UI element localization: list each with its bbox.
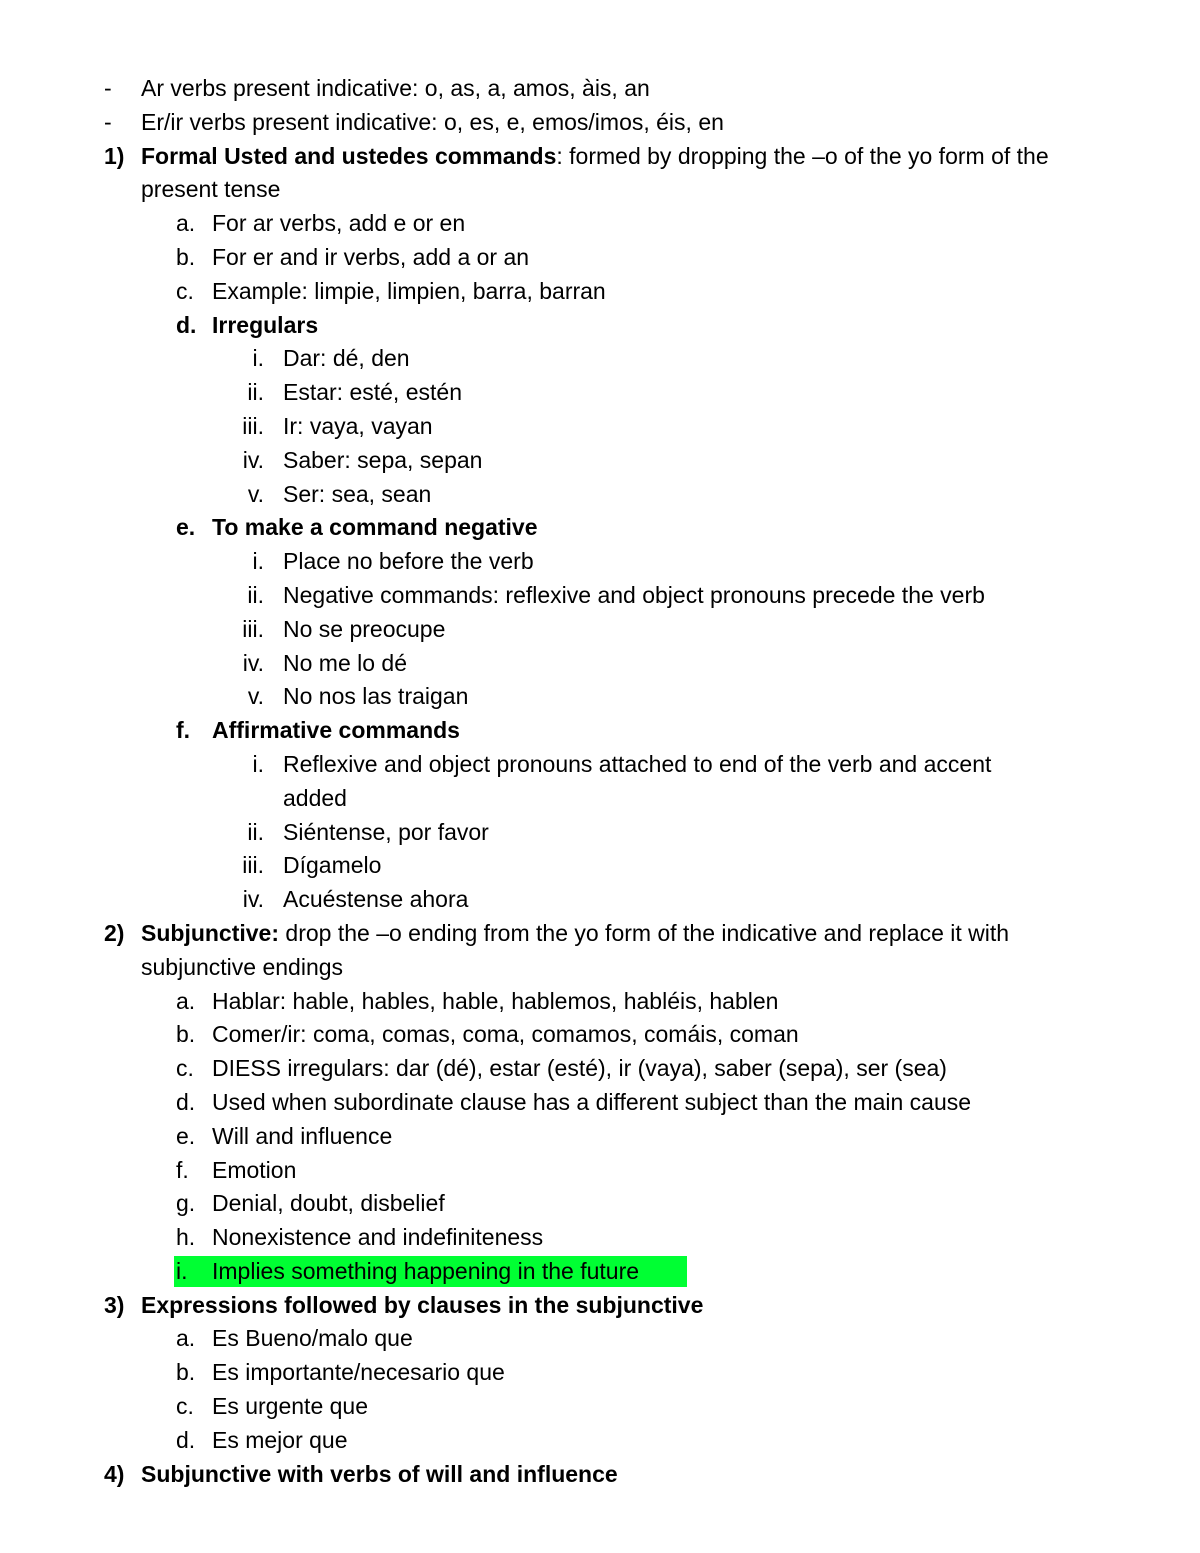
outline-line [0, 1154, 1200, 1188]
list-marker: a. [176, 987, 196, 1014]
list-text [283, 545, 534, 579]
outline-line [0, 613, 1200, 647]
text-run: Ar verbs present indicative: o, as, a, amos, àis, an [141, 75, 650, 101]
list-marker: c. [176, 1055, 194, 1082]
list-text [141, 106, 724, 140]
list-marker: v. [247, 683, 264, 710]
list-text [212, 275, 606, 309]
list-text [141, 1458, 618, 1492]
text-run: Siéntense, por favor [283, 818, 489, 845]
outline-line [0, 1289, 1200, 1323]
outline-line [0, 1322, 1200, 1356]
list-marker: e. [176, 514, 196, 541]
list-text [212, 1390, 368, 1424]
bold-text: Irregulars [212, 311, 319, 338]
outline-line [0, 106, 1200, 140]
text-run: Ir: vaya, vayan [283, 412, 433, 439]
list-text [141, 173, 280, 207]
list-text [283, 849, 381, 883]
outline-line [0, 241, 1200, 275]
list-text [283, 579, 985, 613]
text-run: Used when subordinate clause has a different subject than the main cause [212, 1088, 972, 1115]
outline-line [0, 680, 1200, 714]
text-run: Reflexive and object pronouns attached to end of the verb and accent [283, 750, 992, 777]
outline-line [0, 647, 1200, 681]
list-marker: b. [176, 1021, 196, 1048]
list-text [212, 207, 465, 241]
text-run: Acuéstense ahora [283, 886, 469, 913]
outline-line [0, 275, 1200, 309]
list-text [283, 647, 407, 681]
outline-line [0, 1458, 1200, 1492]
list-text [212, 1356, 505, 1390]
text-run: Implies something happening in the future [212, 1257, 640, 1284]
document-page [0, 72, 1200, 1491]
list-marker: g. [176, 1190, 196, 1217]
bold-text: To make a command negative [212, 514, 538, 541]
text-run: Emotion [212, 1156, 297, 1183]
bold-text: Formal Usted and ustedes commands [141, 142, 557, 169]
list-marker: d. [176, 1088, 196, 1115]
list-text [283, 410, 433, 444]
list-text [141, 72, 650, 106]
list-marker: 3) [104, 1291, 125, 1318]
list-text [141, 1289, 703, 1323]
list-text [212, 1154, 296, 1188]
list-text [283, 342, 410, 376]
list-marker: iii. [242, 615, 264, 642]
outline-line [0, 849, 1200, 883]
text-run: : formed by dropping the –o of the yo form of the [556, 142, 1049, 169]
text-run: Dar: dé, den [283, 345, 410, 372]
bold-text: Subjunctive: [141, 919, 280, 946]
list-text [212, 1120, 392, 1154]
list-marker: iv. [242, 649, 264, 676]
list-text [283, 883, 468, 917]
text-run: No se preocupe [283, 615, 446, 642]
text-run: Dígamelo [283, 852, 382, 879]
text-run: Es importante/necesario que [212, 1359, 505, 1386]
outline-line [0, 1255, 1200, 1289]
list-text [212, 511, 538, 545]
text-run: Example: limpie, limpien, barra, barran [212, 277, 606, 304]
outline-line [0, 1120, 1200, 1154]
list-marker: iii. [242, 852, 264, 879]
text-run: DIESS irregulars: dar (dé), estar (esté), ir (vaya), saber (sepa), ser (sea) [212, 1055, 947, 1082]
text-run: Es Bueno/malo que [212, 1325, 413, 1352]
text-run: subjunctive endings [141, 953, 344, 980]
list-marker: c. [176, 1393, 194, 1420]
list-text [212, 1424, 348, 1458]
outline-line [0, 207, 1200, 241]
outline-line [0, 951, 1200, 985]
text-run: No me lo dé [283, 649, 408, 676]
outline-line [0, 1424, 1200, 1458]
list-text [141, 951, 343, 985]
text-run: Estar: esté, estén [283, 379, 462, 406]
text-run: Nonexistence and indefiniteness [212, 1224, 544, 1251]
list-text [212, 1086, 971, 1120]
list-marker: f. [176, 1156, 189, 1183]
text-run: For er and ir verbs, add a or an [212, 243, 530, 270]
list-text [212, 241, 529, 275]
list-marker: 1) [104, 142, 125, 169]
outline-line [0, 444, 1200, 478]
outline-line [0, 1052, 1200, 1086]
list-text [212, 1187, 445, 1221]
text-run: Er/ir verbs present indicative: o, es, e, emos/imos, éis, en [141, 108, 724, 135]
list-text [212, 1322, 413, 1356]
text-run: Will and influence [212, 1122, 393, 1149]
list-text [212, 1052, 947, 1086]
outline-line [0, 883, 1200, 917]
outline-line [0, 478, 1200, 512]
list-marker: ii. [247, 581, 264, 608]
text-run: For ar verbs, add e or en [212, 210, 466, 237]
text-run: Place no before the verb [283, 548, 534, 575]
list-marker: i. [176, 1257, 188, 1284]
list-marker: d. [176, 311, 197, 338]
text-run: Ser: sea, sean [283, 480, 432, 507]
bold-text: Expressions followed by clauses in the subjunctive [141, 1291, 704, 1318]
list-text [141, 917, 1009, 951]
list-marker: i. [252, 345, 264, 372]
list-marker: i. [252, 750, 264, 777]
text-run: added [283, 784, 347, 811]
list-text [283, 444, 482, 478]
list-text [283, 613, 445, 647]
list-marker: h. [176, 1224, 196, 1251]
outline-line [0, 1086, 1200, 1120]
list-marker: iii. [242, 412, 264, 439]
list-marker: f. [176, 717, 191, 744]
outline-line [0, 1221, 1200, 1255]
text-run: Saber: sepa, sepan [283, 446, 483, 473]
outline-line [0, 579, 1200, 613]
list-marker: - [104, 108, 112, 135]
list-marker: ii. [247, 818, 264, 845]
list-text [212, 309, 318, 343]
outline-line [0, 511, 1200, 545]
outline-line [0, 748, 1200, 782]
list-text [212, 1018, 799, 1052]
outline-line [0, 917, 1200, 951]
outline-line [0, 816, 1200, 850]
outline-line [0, 545, 1200, 579]
text-run: Denial, doubt, disbelief [212, 1190, 445, 1217]
list-marker: a. [176, 1325, 196, 1352]
list-marker: i. [252, 548, 264, 575]
list-marker: ii. [247, 379, 264, 406]
list-marker: e. [176, 1122, 196, 1149]
text-run: No nos las traigan [283, 683, 469, 710]
outline-line [0, 1390, 1200, 1424]
list-text [212, 1221, 543, 1255]
outline-line [0, 1018, 1200, 1052]
bold-text: Subjunctive with verbs of will and influence [141, 1460, 618, 1487]
list-marker: c. [176, 277, 194, 304]
text-run: Comer/ir: coma, comas, coma, comamos, comáis, coman [212, 1021, 799, 1048]
list-marker: b. [176, 1359, 196, 1386]
outline-line [0, 140, 1200, 174]
list-text [283, 376, 462, 410]
list-text [283, 680, 468, 714]
outline-line [0, 985, 1200, 1019]
bold-text: Affirmative commands [212, 717, 460, 744]
outline-line [0, 309, 1200, 343]
text-run: Es mejor que [212, 1426, 348, 1453]
outline-line [0, 410, 1200, 444]
list-text [283, 748, 991, 782]
list-marker: a. [176, 210, 196, 237]
list-marker: 2) [104, 919, 125, 946]
list-text [212, 985, 778, 1019]
list-marker: b. [176, 243, 196, 270]
list-text [212, 714, 460, 748]
outline-line [0, 173, 1200, 207]
list-marker: v. [247, 480, 264, 507]
text-run: drop the –o ending from the yo form of the indicative and replace it with [279, 919, 1010, 946]
outline-line [0, 72, 1200, 106]
list-marker: - [104, 75, 112, 101]
text-run: Negative commands: reflexive and object pronouns precede the verb [283, 581, 985, 608]
list-text [283, 782, 347, 816]
outline-line [0, 782, 1200, 816]
text-run: Hablar: hable, hables, hable, hablemos, habléis, hablen [212, 987, 779, 1014]
list-marker: iv. [242, 886, 264, 913]
outline-line [0, 1356, 1200, 1390]
outline-line [0, 1187, 1200, 1221]
list-marker: iv. [242, 446, 264, 473]
text-run: Es urgente que [212, 1393, 369, 1420]
outline-line [0, 342, 1200, 376]
list-text [283, 478, 431, 512]
outline-line [0, 714, 1200, 748]
list-text [283, 816, 489, 850]
list-marker: d. [176, 1426, 196, 1453]
list-text [212, 1255, 639, 1289]
text-run: present tense [141, 176, 281, 203]
list-text [141, 140, 1049, 174]
list-marker: 4) [104, 1460, 125, 1487]
outline-line [0, 376, 1200, 410]
